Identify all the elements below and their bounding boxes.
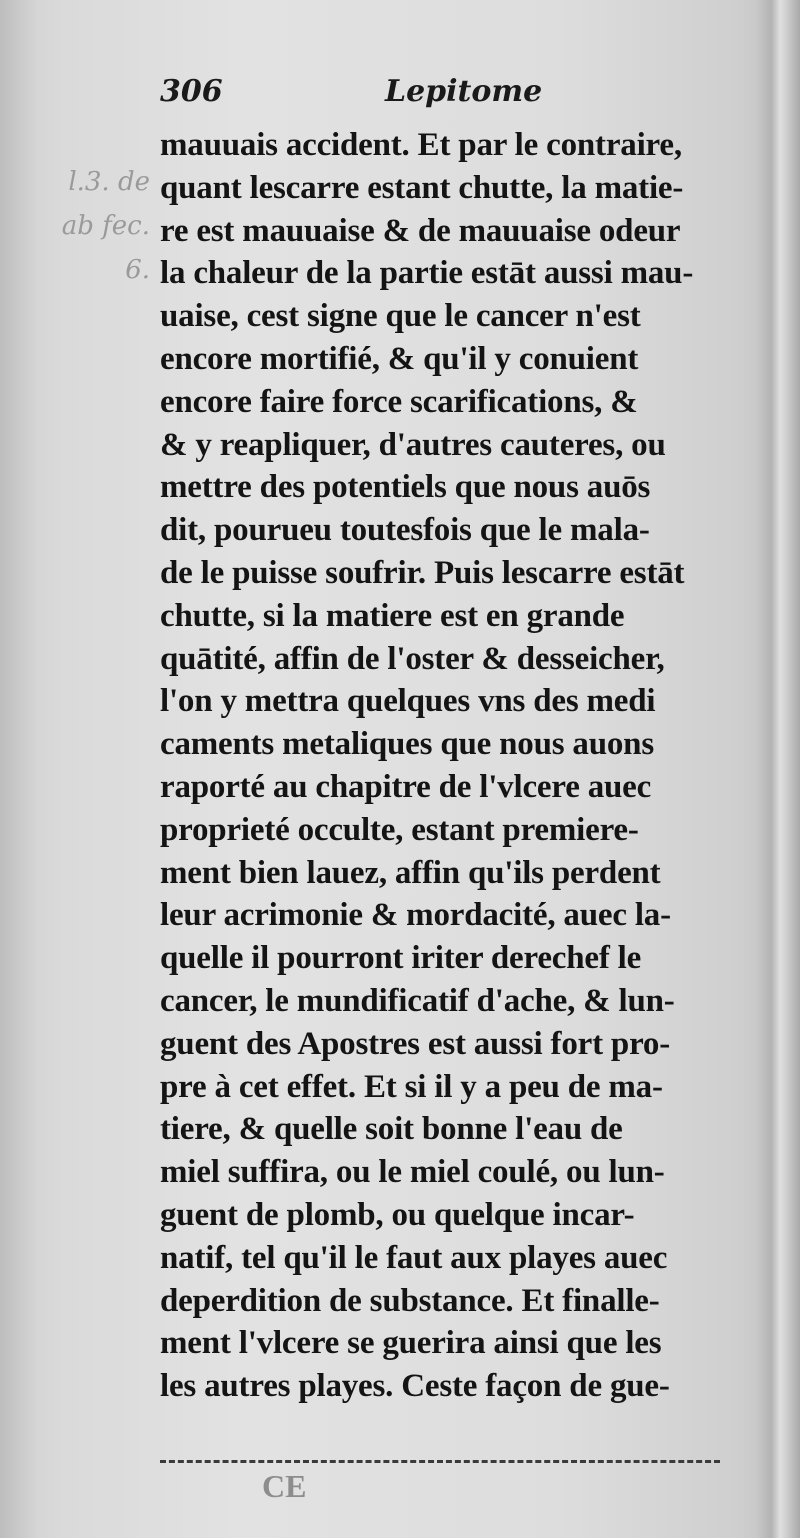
text-line: ment l'vlcere se guerira ainsi que les [160, 1325, 662, 1362]
margin-note-line: 6. [125, 255, 150, 285]
text-line: quant lescarre estant chutte, la matie- [160, 169, 684, 206]
text-line: tiere, & quelle soit bonne l'eau de [160, 1111, 623, 1148]
text-line: leur acrimonie & mordacité, auec la- [160, 897, 671, 934]
text-line: quelle il pourront iriter derechef le [160, 940, 642, 977]
text-line: l'on y mettra quelques vns des medi [160, 683, 656, 720]
text-line: la chaleur de la partie estāt aussi mau- [160, 255, 694, 292]
text-line: uaise, cest signe que le cancer n'est [160, 298, 641, 335]
text-line: de le puisse soufrir. Puis lescarre estāt [160, 554, 685, 591]
text-line: quātité, affin de l'oster & desseicher, [160, 640, 665, 677]
text-line: natif, tel qu'il le faut aux playes auec [160, 1239, 668, 1276]
text-line: deperdition de substance. Et finalle- [160, 1282, 660, 1319]
text-line: les autres playes. Ceste façon de gue- [160, 1368, 670, 1405]
text-line: pre à cet effet. Et si il y a peu de ma- [160, 1068, 663, 1105]
text-line: mettre des potentiels que nous auōs [160, 469, 651, 506]
text-line: caments metaliques que nous auons [160, 726, 654, 763]
page-right-edge [756, 0, 800, 1538]
text-line: encore faire force scarifications, & [160, 383, 638, 420]
running-title: Lepitome [385, 74, 543, 109]
catchword: CE [262, 1468, 307, 1504]
text-line: & y reapliquer, d'autres cauteres, ou [160, 426, 666, 463]
text-line: dit, pourueu toutesfois que le mala- [160, 512, 650, 549]
margin-note-line: ab fec. [61, 211, 150, 241]
text-line: proprieté occulte, estant premiere- [160, 811, 639, 848]
page-left-edge [0, 0, 38, 1538]
page-number: 306 [160, 74, 223, 109]
running-head [160, 74, 720, 124]
margin-note [40, 160, 150, 292]
text-line: cancer, le mundificatif d'ache, & lun- [160, 982, 675, 1019]
text-line: guent des Apostres est aussi fort pro- [160, 1025, 671, 1062]
text-line: ment bien lauez, affin qu'ils perdent [160, 854, 661, 891]
footer-rule [160, 1460, 720, 1466]
margin-note-line: l.3. de [68, 167, 150, 197]
text-line: encore mortifié, & qu'il y conuient [160, 340, 639, 377]
text-line: guent de plomb, ou quelque incar- [160, 1196, 635, 1233]
text-line: raporté au chapitre de l'vlcere auec [160, 768, 652, 805]
text-line: miel suffira, ou le miel coulé, ou lun- [160, 1154, 665, 1191]
text-line: chutte, si la matiere est en grande [160, 597, 625, 634]
text-line: re est mauuaise & de mauuaise odeur [160, 212, 681, 249]
text-line: mauuais accident. Et par le contraire, [160, 127, 682, 163]
body-text [160, 124, 750, 1408]
